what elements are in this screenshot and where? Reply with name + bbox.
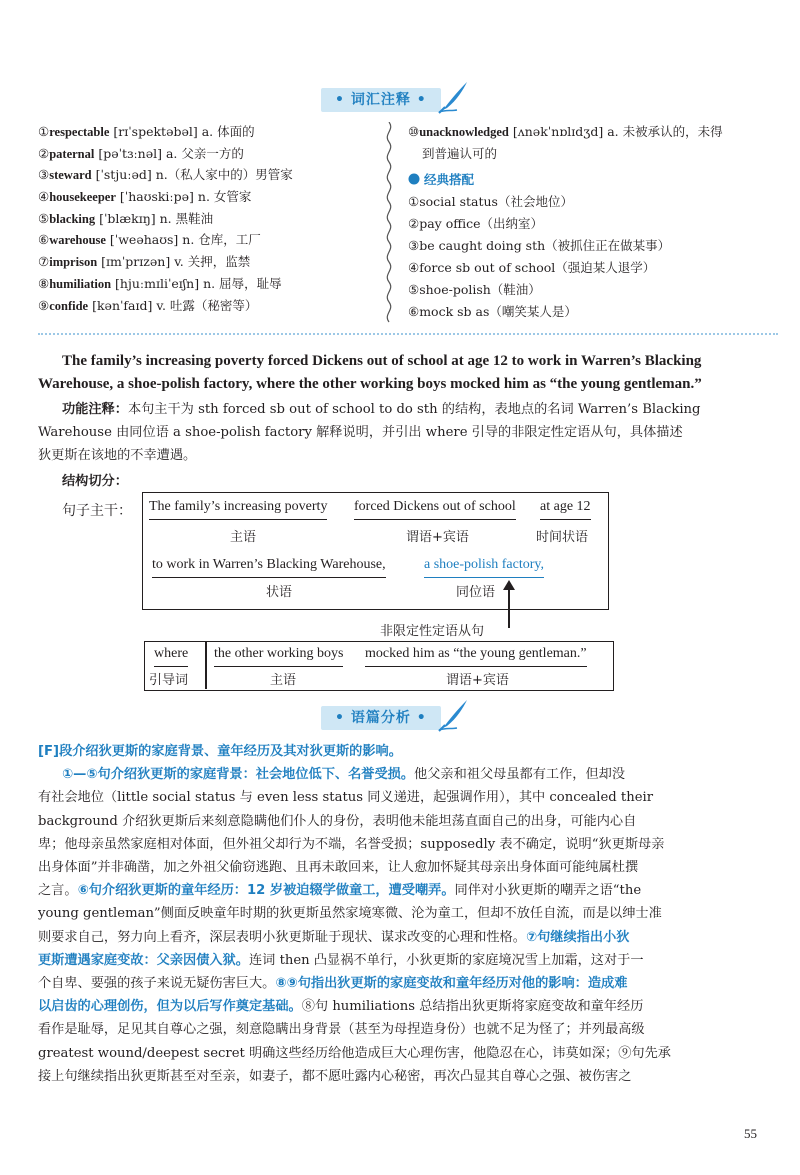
function-note-text: Warehouse 由同位语 a shoe-polish factory 解释说明，并引出 where 引导的非限定性定语从句，具体描述	[38, 425, 683, 441]
section-divider	[38, 333, 778, 335]
vocab-item: ⑦imprison [ɪmˈprɪzən] v. 关押，监禁	[38, 254, 251, 270]
vocab-item-10: ⑩unacknowledged [ʌnəkˈnɒlɪdʒd] a. 未被承认的，未得	[408, 124, 723, 139]
collocation-item: ⑥mock sb as（嘲笑某人是）	[408, 304, 577, 319]
collocation-item: ①social status（社会地位）	[408, 194, 573, 209]
key-sentence-line: Warehouse, a shoe-polish factory, where the other working boys mocked him as “the young gentleman.”	[38, 376, 702, 392]
vocab-section-badge	[321, 88, 441, 112]
clause-label: 非限定性定语从句	[380, 624, 485, 639]
where-word: where	[154, 646, 188, 667]
up-arrow-icon	[502, 580, 516, 628]
where-role: 引导词	[149, 673, 189, 688]
structure-label: 结构切分：	[62, 474, 128, 489]
appositive-phrase: a shoe-polish factory,	[424, 557, 544, 578]
key-sentence-line: The family’s increasing poverty forced Dickens out of school at age 12 to work in Warren’s Blacking	[62, 353, 702, 369]
vocab-item: ④housekeeper [ˈhaʊskiːpə] n. 女管家	[38, 189, 252, 205]
collocation-item: ⑤shoe-polish（鞋油）	[408, 282, 541, 297]
clause-divider	[205, 642, 207, 689]
bullet-dot-icon	[408, 173, 420, 185]
time-phrase: at age 12	[540, 499, 591, 520]
vocab-badge-label: • 词汇注释 •	[335, 92, 427, 108]
collocation-item: ③be caught doing sth（被抓住正在做某事）	[408, 238, 671, 253]
page-number: 55	[744, 1126, 757, 1141]
vocab-item: ③steward [ˈstjuːəd] n.（私人家中的）男管家	[38, 167, 293, 183]
vocab-item: ⑥warehouse [ˈweəhaʊs] n. 仓库，工厂	[38, 232, 261, 248]
clause-subject-role: 主语	[270, 673, 297, 688]
key-sentence	[38, 350, 778, 396]
analysis-text: [F]段介绍狄更斯的家庭背景、童年经历及其对狄更斯的影响。 ①—⑤句介绍狄更斯的家庭背景：社会地位低下、名誉受损。他父亲和祖父母虽都有工作，但却没 有社会地位（little social status 与 even less status 同义递进，起强调作用），其中 concealed their background 介绍狄更斯后来刻意隐瞒他们仆人的身份，表明他未能坦荡直面自己的出身，可能内心自 卑；他母亲虽然家庭相对体面，但外祖父却行为不端，名誉受损；supposedly 表不确定，说明“狄更斯母亲 出身体面”并非确凿，加之外祖父偷窃逃跑、且再未敢回来，让人愈加怀疑其母亲出身体面可能纯属杜撰 之言。⑥句介绍狄更斯的童年经历：12 岁被迫辍学做童工，遭受嘲弄。同伴对小狄更斯的嘲弄之语“the young gentleman”侧面反映童年时期的狄更斯虽然家境寒微、沦为童工，但却不放任自流，而是以绅士准 则要求自己，努力向上看齐，深层表明小狄更斯耻于现状、谋求改变的心理和性格。⑦句继续指出小狄 更斯遭遇家庭变故：父亲因债入狱。连词 then 凸显祸不单行，小狄更斯的家庭境况雪上加霜，这对于一 个自卑、要强的孩子来说无疑伤害巨大。⑧⑨句指出狄更斯的家庭变故和童年经历对他的影响：造成难 以启齿的心理创伤，但为以后写作奠定基础。⑧句 humiliations 总结指出狄更斯将家庭变故和童年经历 看作是耻辱，足见其自尊心之强，刻意隐瞒出身背景（甚至为母捏造身份）也就不足为怪了；并列最高级 greatest wound/deepest secret 明确这些经历给他造成巨大心理伤害，他隐忍在心，讳莫如深；⑨句先承 接上句继续指出狄更斯甚至对至亲，如妻子，都不愿吐露内心秘密，再次凸显其自尊心之强、被伤害之	[38, 740, 778, 1088]
collocations-heading: 经典搭配	[408, 169, 778, 191]
vocab-item-10-cont: 到普遍认可的	[422, 146, 498, 161]
function-note-label: 功能注释：	[62, 402, 128, 417]
clause-subject-phrase: the other working boys	[214, 646, 343, 667]
analysis-heading: [F]段介绍狄更斯的家庭背景、童年经历及其对狄更斯的影响。	[38, 744, 402, 759]
predicate-role: 谓语+宾语	[406, 530, 469, 545]
trunk-label: 句子主干：	[62, 503, 132, 519]
function-note-text: 狄更斯在该地的不幸遭遇。	[38, 448, 197, 464]
vocab-item: ②paternal [pəˈtɜːnəl] a. 父亲一方的	[38, 145, 244, 161]
vocab-item: ⑨confide [kənˈfaɪd] v. 吐露（秘密等）	[38, 297, 258, 313]
adverbial-phrase: to work in Warren’s Blacking Warehouse,	[152, 557, 386, 578]
time-role: 时间状语	[536, 530, 589, 545]
clause-predicate-role: 谓语+宾语	[446, 673, 509, 688]
vocab-item: ①respectable [rɪˈspektəbəl] a. 体面的	[38, 124, 255, 139]
adverbial-role: 状语	[266, 585, 293, 600]
vocab-item: ⑤blacking [ˈblækɪŋ] n. 黑鞋油	[38, 210, 214, 226]
appositive-role: 同位语	[456, 585, 496, 600]
predicate-phrase: forced Dickens out of school	[354, 499, 516, 520]
function-note	[38, 398, 778, 468]
spiral-divider	[382, 122, 396, 327]
vocabulary-list	[38, 121, 383, 316]
quill-pen-icon	[437, 698, 469, 732]
collocation-item: ②pay office（出纳室）	[408, 216, 543, 231]
right-column	[408, 121, 778, 323]
quill-pen-icon	[437, 80, 469, 114]
subject-role: 主语	[230, 530, 257, 545]
collocation-item: ④force sb out of school（强迫某人退学）	[408, 260, 656, 275]
subject-phrase: The family’s increasing poverty	[149, 499, 327, 520]
analysis-section-badge	[321, 706, 441, 730]
function-note-text: 本句主干为 sth forced sb out of school to do sth 的结构，表地点的名词 Warren’s Blacking	[127, 402, 701, 417]
vocab-item: ⑧humiliation [hjuːmɪliˈeɪʃn] n. 屈辱，耻辱	[38, 275, 282, 291]
clause-predicate-phrase: mocked him as “the young gentleman.”	[365, 646, 587, 667]
analysis-badge-label: • 语篇分析 •	[335, 710, 427, 726]
